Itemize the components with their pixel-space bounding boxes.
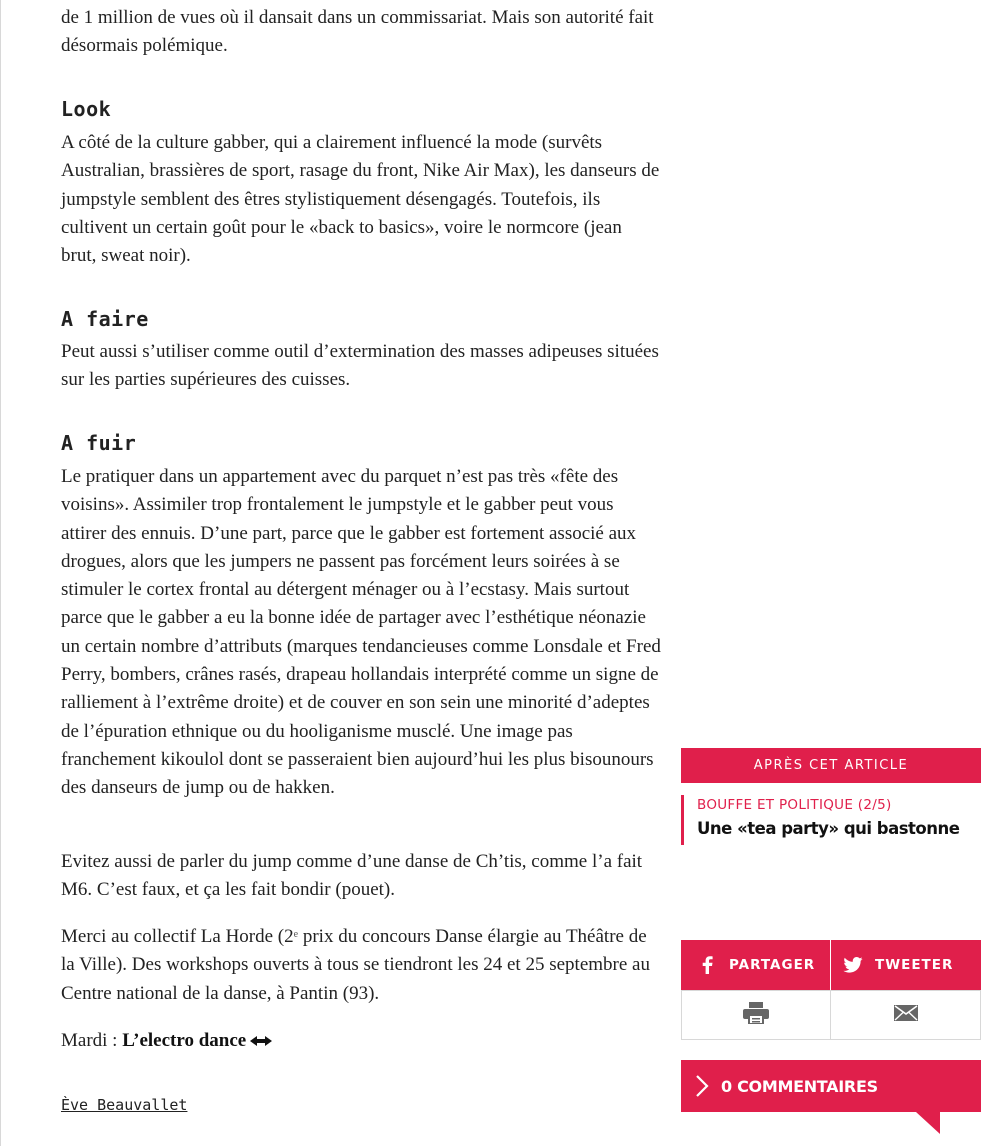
chevron-right-icon (695, 1074, 711, 1098)
next-episode-link[interactable]: L’electro dance (122, 1030, 247, 1051)
twitter-icon (841, 957, 865, 973)
ordinal-superscript: e (293, 929, 299, 940)
next-episode (61, 1027, 661, 1056)
double-arrow-icon (250, 1028, 272, 1056)
facebook-share-button[interactable] (681, 940, 831, 990)
share-panel (681, 940, 981, 1040)
related-article[interactable] (681, 795, 981, 845)
a-faire-paragraph: Peut aussi s’utiliser comme outil d’extermination des masses adipeuses situées sur les parties supérieures des cuisses. (61, 341, 659, 391)
look-paragraph: A côté de la culture gabber, qui a clairement influencé la mode (survêts Australian, brassières de sport, rasage du front, Nike Air Max), les danseurs de jumpstyle semblent des êtres stylistiquement désengagés. Toutefois, ils cultivent un certain goût pour le «back to basics», voire le normcore (jean brut, sweat noir). (61, 132, 660, 267)
a-faire-heading: A faire (61, 307, 149, 331)
facebook-icon (695, 956, 719, 974)
merci-text-b: prix du concours Danse élargie au Théâtre de la Ville). Des workshops ouverts à tous se tiendront les 24 et 25 septembre au Centre national de la danse, à Pantin (93). (61, 926, 650, 1004)
comments-bubble-tail (916, 1112, 940, 1134)
comments-button[interactable] (681, 1060, 981, 1112)
intro-paragraph-tail: de 1 million de vues où il dansait dans un commissariat. Mais son autorité fait désormais polémique. (61, 7, 654, 57)
mail-icon (894, 1005, 918, 1025)
author-link[interactable]: Ève Beauvallet (61, 1096, 188, 1114)
look-heading: Look (61, 97, 112, 121)
next-episode-prefix: Mardi : (61, 1030, 123, 1051)
a-fuir-heading: A fuir (61, 431, 137, 455)
merci-paragraph (61, 923, 661, 1008)
after-article-label: APRÈS CET ARTICLE (681, 748, 981, 783)
share-label: PARTAGER (729, 957, 816, 973)
comments-label: 0 COMMENTAIRES (721, 1076, 878, 1096)
tweet-label: TWEETER (875, 957, 954, 973)
print-button[interactable] (681, 990, 831, 1040)
left-border (0, 0, 1, 1146)
evitez-paragraph: Evitez aussi de parler du jump comme d’une danse de Ch’tis, comme l’a fait M6. C’est faux, et ça les fait bondir (pouet). (61, 851, 643, 901)
email-button[interactable] (831, 990, 981, 1040)
related-title[interactable]: Une «tea party» qui bastonne (697, 819, 960, 838)
merci-text-a: Merci au collectif La Horde (2 (61, 926, 294, 947)
related-kicker[interactable]: BOUFFE ET POLITIQUE (2/5) (697, 797, 892, 813)
print-icon (743, 1002, 769, 1028)
a-fuir-paragraph: Le pratiquer dans un appartement avec du parquet n’est pas très «fête des voisins». Assimiler trop frontalement le jumpstyle et le gabber peut vous attirer des ennuis. D’une part, parce que le gabber est fortement associé aux drogues, alors que les jumpers ne passent pas forcément leurs soirées à se stimuler le cortex frontal au détergent ménager ou à l’ecstasy. Mais surtout parce que le gabber a eu la bonne idée de partager avec l’esthétique néonazie un certain nombre d’attributs (marques tendancieuses comme Lonsdale et Fred Perry, bombers, crânes rasés, drapeau hollandais interprété comme un signe de ralliement à l’extrême droite) et de couver en son sein une minorité d’adeptes de l’épuration ethnique ou du hooliganisme musclé. Une image pas franchement kikoulol dont se passeraient bien aujourd’hui les plus bisounours des danseurs de jump ou de hakken. (61, 466, 661, 799)
twitter-share-button[interactable] (831, 940, 981, 990)
